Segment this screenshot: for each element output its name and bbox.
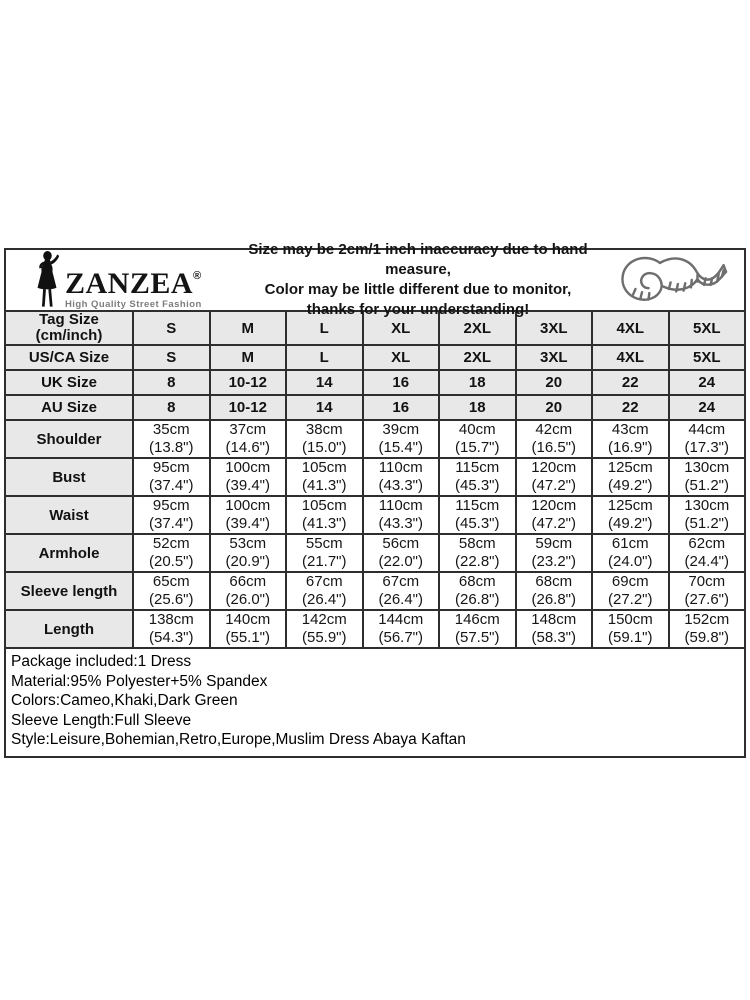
table-row-usca-size — [5, 345, 745, 370]
table-cell: 58cm (22.8") — [439, 534, 516, 572]
table-cell: 140cm (55.1") — [210, 610, 287, 648]
table-cell: 2XL — [439, 345, 516, 370]
detail-material: Material:95% Polyester+5% Spandex — [11, 672, 268, 690]
row-label-cell: Armhole — [5, 534, 133, 572]
size-header-cell: S — [133, 311, 210, 345]
header-box — [4, 241, 746, 318]
brand-tagline: High Quality Street Fashion — [65, 299, 202, 310]
table-cell: 14 — [286, 395, 363, 420]
table-cell: 59cm (23.2") — [516, 534, 593, 572]
table-row-shoulder — [5, 420, 745, 458]
table-cell: 120cm (47.2") — [516, 458, 593, 496]
table-cell: 37cm (14.6") — [210, 420, 287, 458]
brand-name: ZANZEA® — [65, 267, 202, 300]
table-cell: 70cm (27.6") — [669, 572, 746, 610]
table-cell: 68cm (26.8") — [516, 572, 593, 610]
table-cell: 39cm (15.4") — [363, 420, 440, 458]
table-cell: 142cm (55.9") — [286, 610, 363, 648]
table-cell: 18 — [439, 370, 516, 395]
table-row-length — [5, 610, 745, 648]
table-cell: 130cm (51.2") — [669, 496, 746, 534]
table-cell: 152cm (59.8") — [669, 610, 746, 648]
brand-logo — [6, 251, 234, 310]
table-cell: 95cm (37.4") — [133, 458, 210, 496]
table-cell: XL — [363, 345, 440, 370]
table-row-armhole — [5, 534, 745, 572]
table-cell: 62cm (24.4") — [669, 534, 746, 572]
table-cell: 66cm (26.0") — [210, 572, 287, 610]
brand-text-block — [65, 262, 202, 310]
table-cell: 43cm (16.9") — [592, 420, 669, 458]
table-cell: 18 — [439, 395, 516, 420]
measuring-tape-icon — [602, 249, 744, 311]
table-cell: 110cm (43.3") — [363, 496, 440, 534]
table-cell: 110cm (43.3") — [363, 458, 440, 496]
product-details-box — [4, 647, 746, 758]
table-cell: 22 — [592, 370, 669, 395]
table-cell: 8 — [133, 370, 210, 395]
size-header-cell: 2XL — [439, 311, 516, 345]
table-row-waist — [5, 496, 745, 534]
row-label-cell: Tag Size (cm/inch) — [5, 311, 133, 345]
table-cell: 144cm (56.7") — [363, 610, 440, 648]
table-cell: 105cm (41.3") — [286, 496, 363, 534]
table-cell: 20 — [516, 395, 593, 420]
table-cell: 146cm (57.5") — [439, 610, 516, 648]
table-cell: 56cm (22.0") — [363, 534, 440, 572]
woman-silhouette-icon — [32, 251, 62, 309]
table-cell: 8 — [133, 395, 210, 420]
disclaimer-line: thanks for your understanding! — [306, 301, 530, 318]
table-cell: 4XL — [592, 345, 669, 370]
table-cell: 67cm (26.4") — [286, 572, 363, 610]
table-cell: 10-12 — [210, 395, 287, 420]
table-cell: 38cm (15.0") — [286, 420, 363, 458]
table-cell: 20 — [516, 370, 593, 395]
table-cell: 138cm (54.3") — [133, 610, 210, 648]
table-cell: 24 — [669, 395, 746, 420]
table-cell: 16 — [363, 395, 440, 420]
table-cell: 67cm (26.4") — [363, 572, 440, 610]
detail-colors: Colors:Cameo,Khaki,Dark Green — [11, 692, 238, 709]
size-header-cell: 3XL — [516, 311, 593, 345]
table-cell: 53cm (20.9") — [210, 534, 287, 572]
table-cell: 42cm (16.5") — [516, 420, 593, 458]
row-label-cell: Length — [5, 610, 133, 648]
detail-package-included: Package included:1 Dress — [11, 653, 192, 670]
table-cell: M — [210, 345, 287, 370]
table-cell: 22 — [592, 395, 669, 420]
size-header-cell: M — [210, 311, 287, 345]
size-header-cell: XL — [363, 311, 440, 345]
size-header-cell: 4XL — [592, 311, 669, 345]
table-cell: 69cm (27.2") — [592, 572, 669, 610]
table-cell: 44cm (17.3") — [669, 420, 746, 458]
table-cell: 95cm (37.4") — [133, 496, 210, 534]
table-cell: 148cm (58.3") — [516, 610, 593, 648]
table-cell: 120cm (47.2") — [516, 496, 593, 534]
table-cell: 55cm (21.7") — [286, 534, 363, 572]
table-cell: 150cm (59.1") — [592, 610, 669, 648]
table-cell: 115cm (45.3") — [439, 458, 516, 496]
table-cell: 125cm (49.2") — [592, 496, 669, 534]
table-cell: 24 — [669, 370, 746, 395]
table-cell: 100cm (39.4") — [210, 458, 287, 496]
size-header-cell: L — [286, 311, 363, 345]
table-cell: 5XL — [669, 345, 746, 370]
disclaimer-line: Color may be little different due to monitor, — [264, 281, 572, 298]
row-label-cell: Waist — [5, 496, 133, 534]
table-cell: 130cm (51.2") — [669, 458, 746, 496]
detail-sleeve-length: Sleeve Length:Full Sleeve — [11, 711, 192, 729]
table-row-sleeve-length — [5, 572, 745, 610]
size-chart-sheet — [4, 241, 746, 758]
detail-style: Style:Leisure,Bohemian,Retro,Europe,Muslim Dress Abaya Kaftan — [11, 731, 466, 748]
table-cell: 10-12 — [210, 370, 287, 395]
table-cell: 3XL — [516, 345, 593, 370]
table-cell: 68cm (26.8") — [439, 572, 516, 610]
disclaimer-line: Size may be 2cm/1 inch inaccuracy due to hand measure, — [248, 241, 588, 278]
size-header-cell: 5XL — [669, 311, 746, 345]
table-cell: 100cm (39.4") — [210, 496, 287, 534]
table-cell: L — [286, 345, 363, 370]
table-row-uk-size — [5, 370, 745, 395]
table-cell: 35cm (13.8") — [133, 420, 210, 458]
row-label-cell: AU Size — [5, 395, 133, 420]
row-label-cell: US/CA Size — [5, 345, 133, 370]
table-cell: 40cm (15.7") — [439, 420, 516, 458]
table-cell: 14 — [286, 370, 363, 395]
table-cell: 105cm (41.3") — [286, 458, 363, 496]
table-cell: 61cm (24.0") — [592, 534, 669, 572]
registered-mark: ® — [193, 270, 202, 282]
table-cell: 115cm (45.3") — [439, 496, 516, 534]
table-cell: S — [133, 345, 210, 370]
table-cell: 125cm (49.2") — [592, 458, 669, 496]
table-row-bust — [5, 458, 745, 496]
size-chart-table — [4, 310, 746, 649]
row-label-cell: Bust — [5, 458, 133, 496]
table-cell: 16 — [363, 370, 440, 395]
row-label-cell: Shoulder — [5, 420, 133, 458]
row-label-cell: Sleeve length — [5, 572, 133, 610]
table-cell: 52cm (20.5") — [133, 534, 210, 572]
measure-disclaimer — [234, 240, 602, 320]
table-row-au-size — [5, 395, 745, 420]
table-cell: 65cm (25.6") — [133, 572, 210, 610]
row-label-cell: UK Size — [5, 370, 133, 395]
